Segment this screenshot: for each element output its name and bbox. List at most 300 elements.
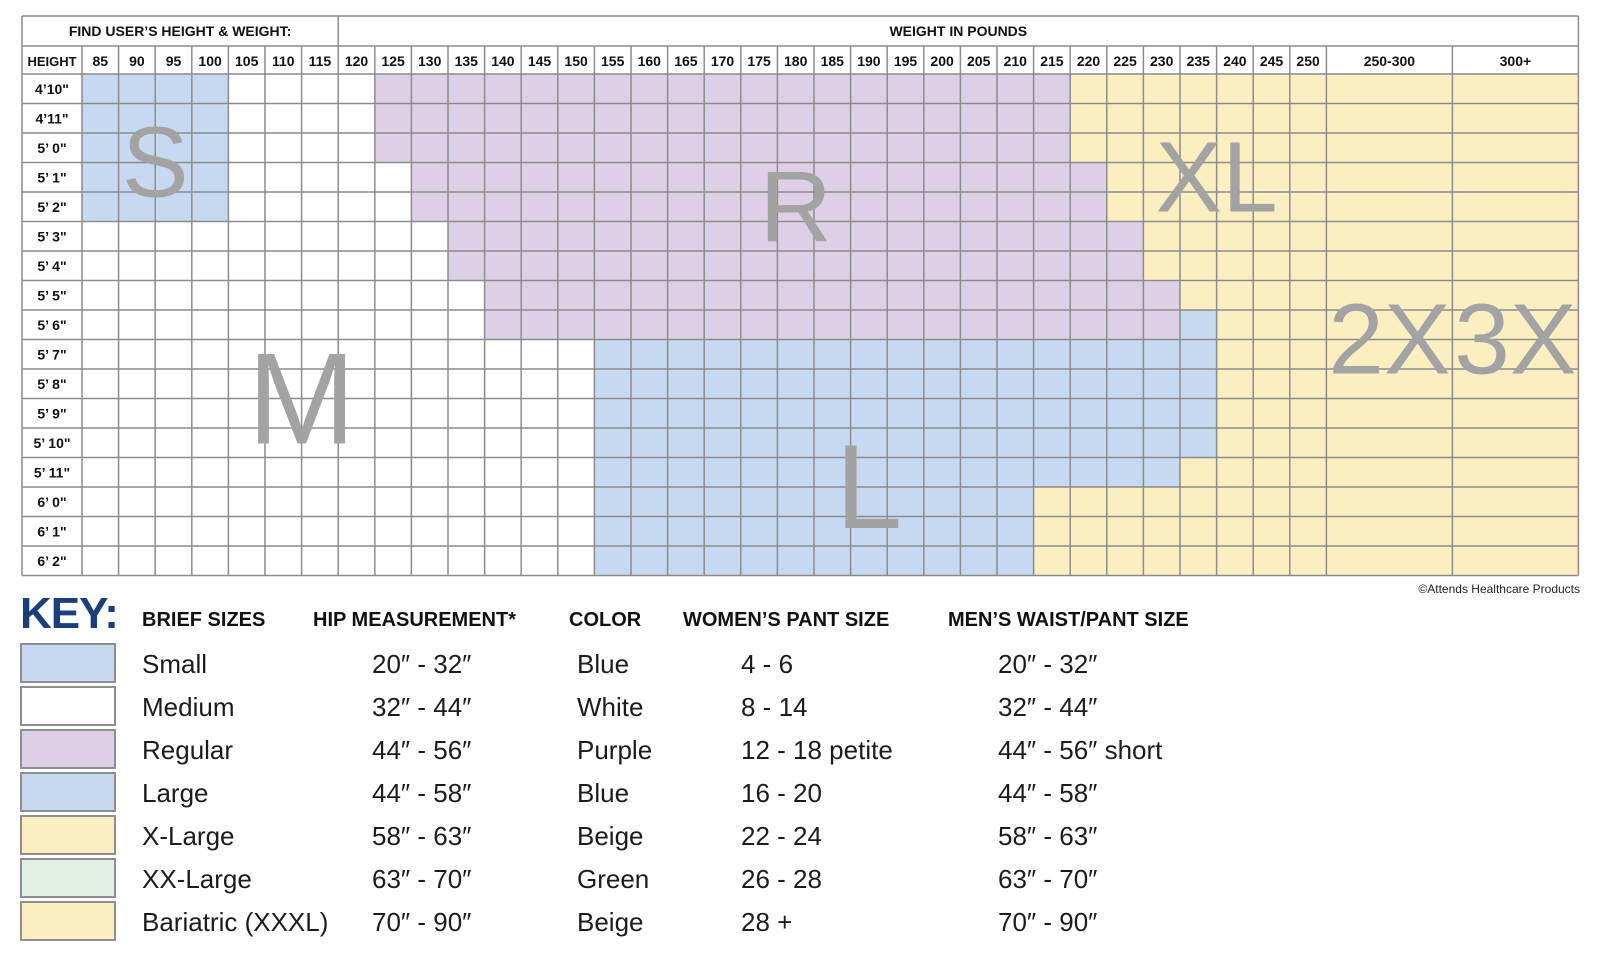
size-cell bbox=[851, 251, 888, 281]
size-cell bbox=[631, 428, 668, 458]
size-cell bbox=[558, 74, 595, 104]
height-tick-label: 5’ 4" bbox=[37, 258, 67, 274]
size-cell bbox=[1253, 487, 1290, 517]
size-cell bbox=[631, 104, 668, 134]
weight-tick-label: 180 bbox=[784, 53, 808, 69]
size-cell bbox=[1143, 310, 1180, 340]
weight-tick-label: 175 bbox=[747, 53, 771, 69]
size-cell bbox=[521, 369, 558, 399]
height-header: HEIGHT bbox=[27, 54, 77, 69]
size-cell bbox=[228, 133, 265, 163]
size-cell bbox=[521, 104, 558, 134]
size-cell bbox=[558, 281, 595, 311]
size-cell bbox=[1180, 251, 1217, 281]
weight-tick-label: 130 bbox=[418, 53, 442, 69]
size-cell bbox=[485, 104, 522, 134]
size-cell bbox=[887, 340, 924, 370]
size-cell bbox=[485, 369, 522, 399]
size-cell bbox=[1452, 251, 1578, 281]
size-cell bbox=[668, 487, 705, 517]
size-cell bbox=[997, 163, 1034, 193]
weight-tick-label: 200 bbox=[930, 53, 954, 69]
size-cell bbox=[375, 369, 412, 399]
size-cell bbox=[704, 222, 741, 252]
height-tick-label: 5’ 5" bbox=[37, 287, 67, 304]
height-tick-label: 5’ 10" bbox=[33, 435, 71, 451]
size-cell bbox=[119, 546, 156, 576]
size-cell bbox=[1452, 546, 1578, 576]
size-cell bbox=[411, 310, 448, 340]
size-cell bbox=[1070, 340, 1107, 370]
size-cell bbox=[155, 310, 192, 340]
size-cell bbox=[1070, 458, 1107, 488]
size-cell bbox=[1217, 399, 1254, 429]
size-cell bbox=[741, 546, 778, 576]
size-cell bbox=[997, 487, 1034, 517]
key-size: X-Large bbox=[142, 821, 235, 851]
size-cell bbox=[1452, 133, 1578, 163]
size-cell bbox=[594, 192, 631, 222]
size-cell bbox=[851, 133, 888, 163]
weight-tick-label: 90 bbox=[129, 53, 145, 69]
size-cell bbox=[1217, 281, 1254, 311]
size-cell bbox=[228, 546, 265, 576]
weight-tick-label: 225 bbox=[1113, 53, 1137, 69]
size-cell bbox=[704, 281, 741, 311]
size-cell bbox=[997, 192, 1034, 222]
size-cell bbox=[485, 133, 522, 163]
key-hip-measurement: 63″ - 70″ bbox=[372, 864, 472, 894]
weight-tick-label: 105 bbox=[235, 53, 259, 69]
size-cell bbox=[375, 74, 412, 104]
weight-tick-label: 100 bbox=[198, 53, 222, 69]
weight-tick-label: 145 bbox=[527, 53, 552, 69]
size-cell bbox=[192, 310, 229, 340]
size-cell bbox=[155, 399, 192, 429]
size-cell bbox=[814, 310, 851, 340]
size-cell bbox=[338, 487, 375, 517]
size-cell bbox=[265, 74, 302, 104]
size-cell bbox=[741, 399, 778, 429]
size-cell bbox=[924, 310, 961, 340]
size-cell bbox=[1452, 487, 1578, 517]
size-cell bbox=[448, 251, 485, 281]
size-cell bbox=[1290, 546, 1327, 576]
size-cell bbox=[375, 399, 412, 429]
size-cell bbox=[960, 192, 997, 222]
size-cell bbox=[741, 487, 778, 517]
size-cell bbox=[338, 133, 375, 163]
size-cell bbox=[704, 517, 741, 547]
size-cell bbox=[448, 546, 485, 576]
size-cell bbox=[558, 163, 595, 193]
size-cell bbox=[1253, 74, 1290, 104]
size-cell bbox=[155, 517, 192, 547]
size-cell bbox=[155, 251, 192, 281]
key-womens-pant-size: 22 - 24 bbox=[741, 821, 822, 851]
key-header-mens-waist-pant-size: MEN’S WAIST/PANT SIZE bbox=[948, 609, 1189, 631]
size-cell bbox=[668, 133, 705, 163]
size-cell bbox=[631, 222, 668, 252]
size-cell bbox=[594, 340, 631, 370]
size-cell bbox=[631, 546, 668, 576]
size-cell bbox=[411, 281, 448, 311]
size-cell bbox=[448, 163, 485, 193]
size-cell bbox=[704, 369, 741, 399]
size-cell bbox=[265, 192, 302, 222]
size-cell bbox=[1452, 222, 1578, 252]
size-cell bbox=[668, 399, 705, 429]
size-cell bbox=[302, 133, 339, 163]
size-cell bbox=[192, 487, 229, 517]
size-cell bbox=[924, 487, 961, 517]
size-cell bbox=[668, 74, 705, 104]
size-cell bbox=[1143, 74, 1180, 104]
size-cell bbox=[302, 192, 339, 222]
size-cell bbox=[228, 222, 265, 252]
size-cell bbox=[1180, 428, 1217, 458]
size-cell bbox=[1290, 369, 1327, 399]
key-mens-waist-size: 44″ - 56″ short bbox=[998, 735, 1163, 765]
size-cell bbox=[521, 74, 558, 104]
size-cell bbox=[1107, 487, 1144, 517]
size-cell bbox=[448, 428, 485, 458]
key-swatch bbox=[20, 643, 116, 683]
size-cell bbox=[741, 104, 778, 134]
size-cell bbox=[448, 133, 485, 163]
size-cell bbox=[777, 399, 814, 429]
size-cell bbox=[1107, 104, 1144, 134]
size-cell bbox=[704, 428, 741, 458]
size-cell bbox=[558, 428, 595, 458]
key-swatch bbox=[20, 901, 116, 941]
size-cell bbox=[448, 310, 485, 340]
key-color: Blue bbox=[577, 649, 630, 679]
size-cell bbox=[411, 133, 448, 163]
weight-tick-label: 195 bbox=[893, 53, 918, 69]
size-cell bbox=[777, 281, 814, 311]
size-cell bbox=[997, 281, 1034, 311]
size-cell bbox=[1070, 222, 1107, 252]
size-cell bbox=[155, 74, 192, 104]
size-cell bbox=[338, 222, 375, 252]
size-cell bbox=[1070, 104, 1107, 134]
size-cell bbox=[887, 222, 924, 252]
size-cell bbox=[119, 251, 156, 281]
size-cell bbox=[265, 104, 302, 134]
size-cell bbox=[1143, 517, 1180, 547]
size-cell bbox=[1143, 458, 1180, 488]
size-cell bbox=[924, 546, 961, 576]
size-cell bbox=[668, 163, 705, 193]
size-cell bbox=[924, 369, 961, 399]
size-cell bbox=[82, 428, 119, 458]
key-color: Blue bbox=[577, 778, 630, 808]
size-cell bbox=[668, 104, 705, 134]
size-cell bbox=[302, 251, 339, 281]
size-cell bbox=[119, 340, 156, 370]
size-cell bbox=[485, 458, 522, 488]
size-cell bbox=[668, 369, 705, 399]
size-cell bbox=[997, 369, 1034, 399]
size-cell bbox=[521, 310, 558, 340]
weight-tick-label: 240 bbox=[1223, 53, 1247, 69]
size-cell bbox=[887, 192, 924, 222]
size-cell bbox=[741, 458, 778, 488]
size-cell bbox=[924, 458, 961, 488]
size-cell bbox=[302, 281, 339, 311]
size-cell bbox=[411, 192, 448, 222]
size-cell bbox=[1034, 458, 1071, 488]
size-cell bbox=[1070, 428, 1107, 458]
size-cell bbox=[228, 281, 265, 311]
size-cell bbox=[448, 517, 485, 547]
size-cell bbox=[119, 281, 156, 311]
key-hip-measurement: 44″ - 58″ bbox=[372, 778, 472, 808]
size-cell bbox=[668, 251, 705, 281]
size-cell bbox=[82, 487, 119, 517]
size-cell bbox=[1326, 458, 1452, 488]
key-header-color: COLOR bbox=[569, 609, 642, 631]
size-cell bbox=[82, 340, 119, 370]
size-cell bbox=[668, 192, 705, 222]
size-cell bbox=[265, 487, 302, 517]
size-cell bbox=[1290, 310, 1327, 340]
size-cell bbox=[741, 428, 778, 458]
size-cell bbox=[119, 458, 156, 488]
size-cell bbox=[887, 281, 924, 311]
size-cell bbox=[375, 251, 412, 281]
size-cell bbox=[1143, 281, 1180, 311]
size-cell bbox=[1070, 251, 1107, 281]
size-cell bbox=[704, 251, 741, 281]
size-cell bbox=[851, 340, 888, 370]
height-tick-label: 5’ 3" bbox=[37, 228, 67, 245]
size-cell bbox=[1070, 517, 1107, 547]
size-cell bbox=[265, 222, 302, 252]
size-cell bbox=[1290, 487, 1327, 517]
size-cell bbox=[192, 399, 229, 429]
height-tick-label: 5’ 7" bbox=[37, 346, 67, 363]
key-swatch bbox=[20, 815, 116, 855]
size-cell bbox=[558, 458, 595, 488]
size-cell bbox=[1290, 281, 1327, 311]
size-cell bbox=[1070, 399, 1107, 429]
weight-tick-label: 250-300 bbox=[1363, 53, 1416, 69]
size-cell bbox=[82, 192, 119, 222]
size-cell bbox=[777, 546, 814, 576]
key-mens-waist-size: 44″ - 58″ bbox=[998, 778, 1098, 808]
size-cell bbox=[192, 133, 229, 163]
size-cell bbox=[448, 340, 485, 370]
size-cell bbox=[485, 74, 522, 104]
size-cell bbox=[704, 310, 741, 340]
size-cell bbox=[1290, 222, 1327, 252]
size-cell bbox=[1070, 487, 1107, 517]
size-cell bbox=[192, 222, 229, 252]
size-cell bbox=[265, 281, 302, 311]
size-cell bbox=[1217, 369, 1254, 399]
key-womens-pant-size: 12 - 18 petite bbox=[741, 735, 893, 765]
size-cell bbox=[1290, 104, 1327, 134]
size-cell bbox=[1326, 546, 1452, 576]
size-cell bbox=[1326, 487, 1452, 517]
size-cell bbox=[594, 104, 631, 134]
size-cell bbox=[192, 546, 229, 576]
key-womens-pant-size: 4 - 6 bbox=[741, 649, 794, 679]
size-cell bbox=[302, 487, 339, 517]
size-cell bbox=[741, 74, 778, 104]
size-cell bbox=[851, 369, 888, 399]
size-cell bbox=[411, 428, 448, 458]
size-cell bbox=[485, 546, 522, 576]
size-cell bbox=[1034, 369, 1071, 399]
height-tick-label: 6’ 0" bbox=[37, 494, 67, 510]
weight-tick-label: 300+ bbox=[1499, 53, 1532, 69]
size-cell bbox=[924, 281, 961, 311]
size-cell bbox=[155, 340, 192, 370]
size-cell bbox=[485, 399, 522, 429]
size-cell bbox=[558, 517, 595, 547]
size-cell bbox=[119, 222, 156, 252]
size-cell bbox=[997, 251, 1034, 281]
size-cell bbox=[411, 74, 448, 104]
size-cell bbox=[411, 104, 448, 134]
size-cell bbox=[777, 104, 814, 134]
size-cell bbox=[1034, 222, 1071, 252]
size-cell bbox=[82, 222, 119, 252]
region-label-2x: 2X bbox=[1328, 283, 1451, 396]
size-cell bbox=[777, 340, 814, 370]
size-cell bbox=[960, 163, 997, 193]
size-cell bbox=[594, 310, 631, 340]
height-tick-label: 5’ 9" bbox=[37, 405, 67, 422]
size-cell bbox=[1107, 163, 1144, 193]
height-tick-label: 5’ 0" bbox=[37, 140, 67, 156]
size-cell bbox=[1217, 340, 1254, 370]
weight-tick-label: 220 bbox=[1076, 53, 1101, 69]
key-size: Large bbox=[142, 778, 209, 808]
size-cell bbox=[1290, 428, 1327, 458]
size-cell bbox=[851, 104, 888, 134]
weight-tick-label: 170 bbox=[710, 53, 735, 69]
size-cell bbox=[631, 251, 668, 281]
size-cell bbox=[594, 517, 631, 547]
chart-title: WEIGHT IN POUNDS bbox=[889, 23, 1028, 39]
size-cell bbox=[338, 251, 375, 281]
height-tick-label: 4’10" bbox=[35, 81, 69, 97]
size-cell bbox=[1034, 517, 1071, 547]
size-cell bbox=[1180, 517, 1217, 547]
size-cell bbox=[338, 74, 375, 104]
size-cell bbox=[265, 517, 302, 547]
size-cell bbox=[302, 104, 339, 134]
size-cell bbox=[155, 369, 192, 399]
size-cell bbox=[814, 104, 851, 134]
size-cell bbox=[1452, 458, 1578, 488]
size-cell bbox=[375, 104, 412, 134]
size-cell bbox=[594, 487, 631, 517]
size-cell bbox=[924, 104, 961, 134]
key-mens-waist-size: 20″ - 32″ bbox=[998, 649, 1098, 679]
key-color: Beige bbox=[577, 907, 644, 937]
size-cell bbox=[485, 428, 522, 458]
key-color: White bbox=[577, 692, 644, 722]
weight-tick-label: 85 bbox=[92, 53, 109, 69]
size-cell bbox=[1253, 251, 1290, 281]
size-cell bbox=[485, 192, 522, 222]
size-cell bbox=[485, 487, 522, 517]
size-cell bbox=[1253, 281, 1290, 311]
size-cell bbox=[1180, 340, 1217, 370]
key-mens-waist-size: 70″ - 90″ bbox=[998, 907, 1098, 937]
key-color: Green bbox=[577, 864, 650, 894]
size-cell bbox=[1034, 428, 1071, 458]
region-label-l: L bbox=[835, 420, 903, 554]
size-cell bbox=[485, 222, 522, 252]
size-cell bbox=[668, 458, 705, 488]
size-cell bbox=[558, 192, 595, 222]
size-cell bbox=[1107, 74, 1144, 104]
size-cell bbox=[411, 458, 448, 488]
weight-tick-label: 165 bbox=[674, 53, 698, 69]
size-cell bbox=[375, 517, 412, 547]
size-cell bbox=[997, 222, 1034, 252]
size-cell bbox=[631, 517, 668, 547]
key-swatch bbox=[20, 729, 116, 769]
weight-tick-label: 140 bbox=[491, 53, 515, 69]
size-cell bbox=[485, 340, 522, 370]
size-cell bbox=[155, 281, 192, 311]
size-cell bbox=[375, 340, 412, 370]
weight-tick-label: 120 bbox=[344, 53, 369, 69]
size-cell bbox=[631, 163, 668, 193]
size-cell bbox=[228, 163, 265, 193]
size-cell bbox=[1217, 428, 1254, 458]
weight-tick-label: 160 bbox=[637, 53, 661, 69]
size-cell bbox=[375, 192, 412, 222]
size-cell bbox=[521, 133, 558, 163]
size-cell bbox=[1326, 74, 1452, 104]
size-cell bbox=[411, 399, 448, 429]
size-cell bbox=[997, 546, 1034, 576]
key-title: KEY: bbox=[20, 589, 118, 638]
size-cell bbox=[668, 546, 705, 576]
size-cell bbox=[448, 399, 485, 429]
size-cell bbox=[521, 517, 558, 547]
size-cell bbox=[155, 546, 192, 576]
size-cell bbox=[1217, 310, 1254, 340]
size-cell bbox=[1217, 251, 1254, 281]
size-cell bbox=[1034, 546, 1071, 576]
size-cell bbox=[82, 546, 119, 576]
size-cell bbox=[851, 163, 888, 193]
size-cell bbox=[1107, 281, 1144, 311]
size-cell bbox=[1290, 458, 1327, 488]
size-cell bbox=[1290, 517, 1327, 547]
size-cell bbox=[1070, 310, 1107, 340]
size-cell bbox=[521, 458, 558, 488]
size-cell bbox=[924, 222, 961, 252]
size-cell bbox=[375, 281, 412, 311]
size-cell bbox=[1217, 517, 1254, 547]
size-cell bbox=[521, 428, 558, 458]
size-cell bbox=[1034, 104, 1071, 134]
key-color: Beige bbox=[577, 821, 644, 851]
size-cell bbox=[741, 310, 778, 340]
size-cell bbox=[1452, 399, 1578, 429]
key-hip-measurement: 70″ - 90″ bbox=[372, 907, 472, 937]
